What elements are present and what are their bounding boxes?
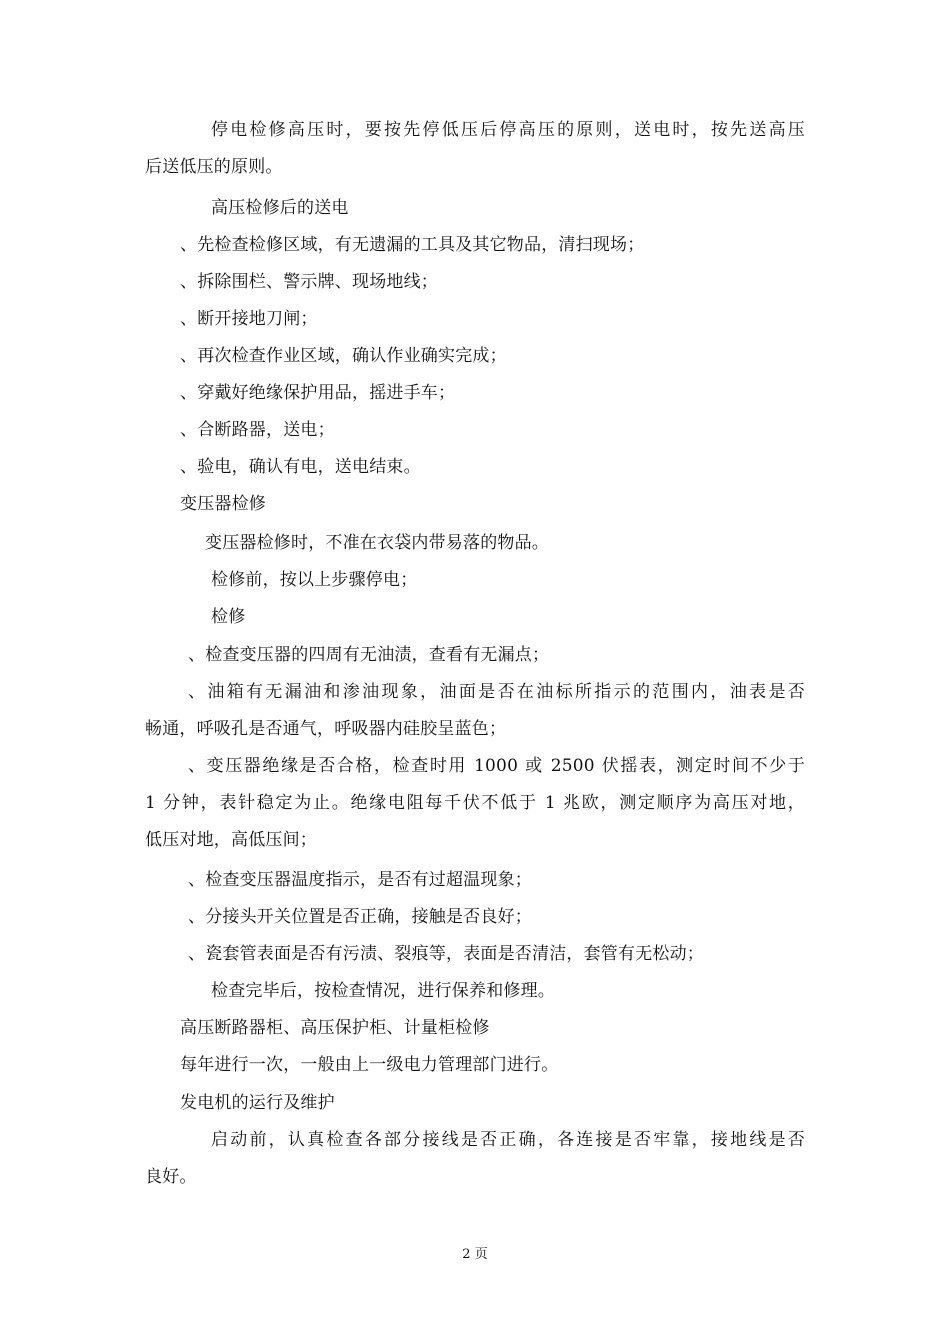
list-item: 、分接头开关位置是否正确，接触是否良好； bbox=[188, 907, 532, 927]
section-heading: 发电机的运行及维护 bbox=[180, 1093, 335, 1113]
list-item: 、合断路器，送电； bbox=[180, 420, 335, 440]
list-item: 、瓷套管表面是否有污渍、裂痕等，表面是否清洁，套管有无松动； bbox=[188, 944, 704, 964]
section-heading: 高压断路器柜、高压保护柜、计量柜检修 bbox=[180, 1018, 490, 1038]
section-heading: 变压器检修 bbox=[180, 494, 266, 514]
paragraph-line: 检查完毕后，按检查情况，进行保养和修理。 bbox=[211, 981, 555, 1001]
list-item: 、变压器绝缘是否合格，检查时用 1000 或 2500 伏摇表，测定时间不少于 bbox=[188, 756, 805, 776]
paragraph-line: 停电检修高压时，要按先停低压后停高压的原则，送电时，按先送高压 bbox=[211, 120, 805, 140]
list-item: 、拆除围栏、警示牌、现场地线； bbox=[180, 272, 438, 292]
paragraph-line: 启动前，认真检查各部分接线是否正确，各连接是否牢靠，接地线是否 bbox=[211, 1130, 805, 1150]
paragraph-line: 每年进行一次，一般由上一级电力管理部门进行。 bbox=[180, 1055, 559, 1075]
paragraph-line: 1 分钟，表针稳定为止。绝缘电阻每千伏不低于 1 兆欧，测定顺序为高压对地， bbox=[145, 793, 805, 813]
paragraph-line: 畅通，呼吸孔是否通气，呼吸器内硅胶呈蓝色； bbox=[145, 719, 507, 739]
paragraph-line: 后送低压的原则。 bbox=[145, 157, 283, 177]
list-item: 、断开接地刀闸； bbox=[180, 309, 318, 329]
list-item: 、验电，确认有电，送电结束。 bbox=[180, 457, 421, 477]
paragraph-line: 变压器检修时，不准在衣袋内带易落的物品。 bbox=[205, 533, 549, 553]
list-item: 、先检查检修区域，有无遗漏的工具及其它物品，清扫现场； bbox=[180, 235, 645, 255]
paragraph-line: 低压对地，高低压间； bbox=[145, 830, 317, 850]
list-item: 、再次检查作业区域，确认作业确实完成； bbox=[180, 346, 507, 366]
heading-line: 检修 bbox=[211, 607, 246, 627]
list-item: 、检查变压器的四周有无油渍，查看有无漏点； bbox=[188, 645, 550, 665]
paragraph-line: 检修前，按以上步骤停电； bbox=[211, 570, 418, 590]
paragraph-line: 良好。 bbox=[145, 1167, 197, 1187]
heading-line: 高压检修后的送电 bbox=[211, 198, 349, 218]
list-item: 、检查变压器温度指示，是否有过超温现象； bbox=[188, 870, 532, 890]
list-item: 、油箱有无漏油和渗油现象，油面是否在油标所指示的范围内，油表是否 bbox=[188, 682, 805, 702]
page-number: 2 页 bbox=[462, 1247, 488, 1262]
list-item: 、穿戴好绝缘保护用品，摇进手车； bbox=[180, 383, 456, 403]
